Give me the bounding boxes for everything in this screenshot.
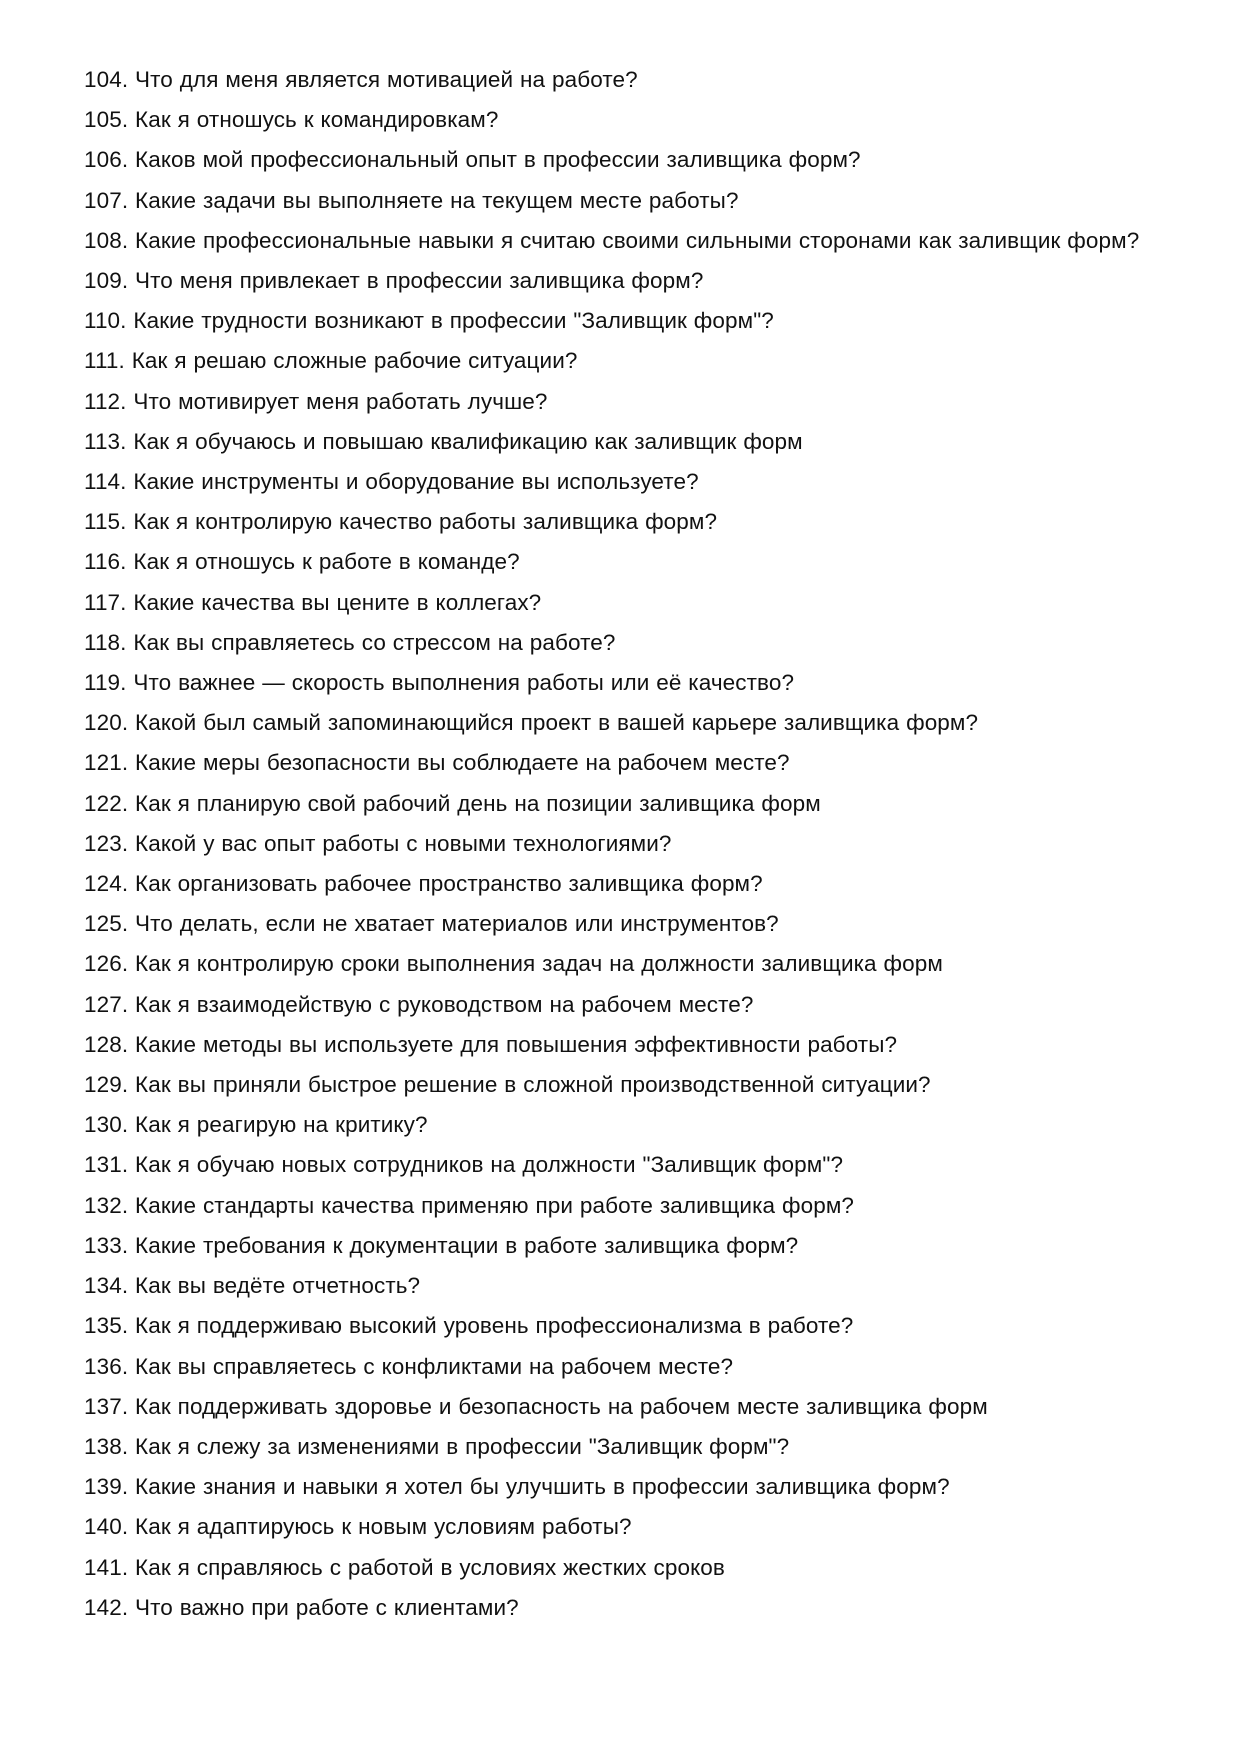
list-item: 125. Что делать, если не хватает материалов или инструментов? [84,911,779,937]
list-item: 119. Что важнее — скорость выполнения работы или её качество? [84,670,795,696]
list-item: 110. Какие трудности возникают в профессии "Заливщик форм"? [84,308,774,334]
list-item: 108. Какие профессиональные навыки я считаю своими сильными сторонами как заливщик форм? [84,227,1140,253]
list-item: 139. Какие знания и навыки я хотел бы улучшить в профессии заливщика форм? [84,1474,950,1500]
list-item: 104. Что для меня является мотивацией на работе? [84,67,638,92]
list-item: 122. Как я планирую свой рабочий день на позиции заливщика форм [84,790,821,816]
list-item: 121. Какие меры безопасности вы соблюдаете на рабочем месте? [84,750,790,776]
list-item: 135. Как я поддерживаю высокий уровень профессионализма в работе? [84,1313,854,1339]
list-item: 109. Что меня привлекает в профессии заливщика форм? [84,268,704,294]
list-item: 126. Как я контролирую сроки выполнения задач на должности заливщика форм [84,951,943,977]
list-item: 112. Что мотивирует меня работать лучше? [84,388,548,414]
list-item: 141. Как я справляюсь с работой в условиях жестких сроков [84,1554,725,1580]
list-item: 116. Как я отношусь к работе в команде? [84,549,520,575]
list-item: 113. Как я обучаюсь и повышаю квалификацию как заливщик форм [84,428,803,454]
list-item: 120. Какой был самый запоминающийся проект в вашей карьере заливщика форм? [84,710,979,736]
list-item: 140. Как я адаптируюсь к новым условиям работы? [84,1514,632,1540]
list-item: 137. Как поддерживать здоровье и безопасность на рабочем месте заливщика форм [84,1393,988,1419]
list-item: 127. Как я взаимодействую с руководством на рабочем месте? [84,991,754,1017]
list-item: 134. Как вы ведёте отчетность? [84,1273,421,1299]
list-item: 136. Как вы справляетесь с конфликтами на рабочем месте? [84,1353,734,1379]
list-item: 138. Как я слежу за изменениями в профессии "Заливщик форм"? [84,1433,790,1459]
list-item: 107. Какие задачи вы выполняете на текущем месте работы? [84,187,739,213]
list-item: 111. Как я решаю сложные рабочие ситуации? [84,348,578,374]
list-item: 132. Какие стандарты качества применяю при работе заливщика форм? [84,1192,855,1218]
list-item: 124. Как организовать рабочее пространство заливщика форм? [84,871,763,897]
list-item: 114. Какие инструменты и оборудование вы используете? [84,469,699,495]
list-item: 129. Как вы приняли быстрое решение в сложной производственной ситуации? [84,1072,931,1098]
list-item: 106. Каков мой профессиональный опыт в профессии заливщика форм? [84,147,861,173]
list-item: 117. Какие качества вы цените в коллегах? [84,589,542,615]
list-item: 118. Как вы справляетесь со стрессом на работе? [84,629,616,655]
list-item: 123. Какой у вас опыт работы с новыми технологиями? [84,830,672,856]
question-list [84,60,1164,1628]
list-item: 130. Как я реагирую на критику? [84,1112,428,1138]
list-item: 105. Как я отношусь к командировкам? [84,107,499,133]
list-item: 133. Какие требования к документации в работе заливщика форм? [84,1232,799,1258]
list-item: 115. Как я контролирую качество работы заливщика форм? [84,509,718,535]
list-item: 142. Что важно при работе с клиентами? [84,1594,519,1620]
list-item: 128. Какие методы вы используете для повышения эффективности работы? [84,1031,898,1057]
list-item: 131. Как я обучаю новых сотрудников на должности "Заливщик форм"? [84,1152,844,1178]
